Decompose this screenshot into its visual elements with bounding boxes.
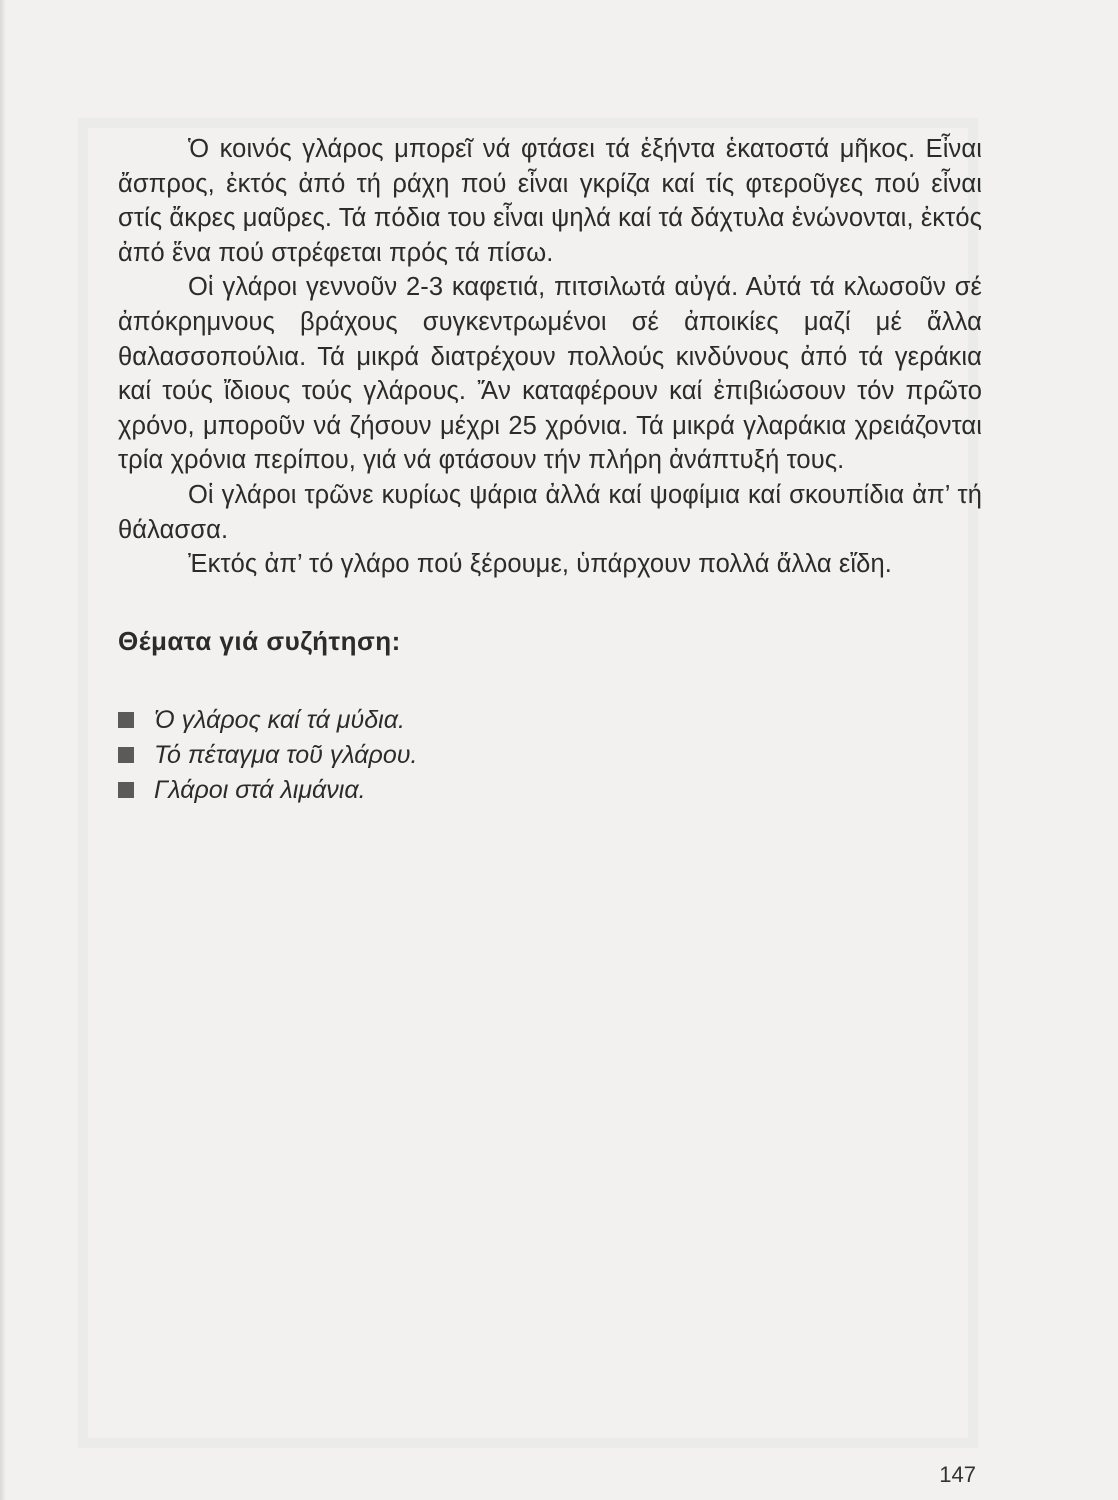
page-spine-shadow bbox=[0, 0, 6, 1500]
paragraph-breeding: Οἱ γλάροι γεννοῦν 2-3 καφετιά, πιτσιλωτά αὐγά. Αὐτά τά κλωσοῦν σέ ἀπόκρημνους βράχους συγκεντρωμένοι σέ ἀποικίες μαζί μέ ἄλλα θαλασσοπούλια. Τά μικρά διατρέχουν πολλούς κινδύνους ἀπό τά γεράκια καί τούς ἴδιους τούς γλάρους. Ἄν καταφέρουν καί ἐπιβιώσουν τόν πρῶτο χρόνο, μποροῦν νά ζήσουν μέχρι 25 χρόνια. Τά μικρά γλαράκια χρειάζονται τρία χρόνια περίπου, γιά νά φτάσουν τήν πλήρη ἀνάπτυξή τους. bbox=[118, 273, 982, 475]
square-bullet-icon bbox=[118, 782, 134, 798]
paragraph-diet: Οἱ γλάροι τρῶνε κυρίως ψάρια ἀλλά καί ψοφίμια καί σκουπίδια ἀπ’ τή θάλασσα. bbox=[118, 480, 982, 544]
square-bullet-icon bbox=[118, 712, 134, 728]
article-body bbox=[118, 132, 982, 808]
paragraph-species: Ἐκτός ἀπ’ τό γλάρο πού ξέρουμε, ὑπάρχουν πολλά ἄλλα εἴδη. bbox=[188, 550, 892, 579]
discussion-topics-heading: Θέματα γιά συζήτηση: bbox=[118, 625, 401, 656]
paragraph-description: Ὁ κοινός γλάρος μπορεῖ νά φτάσει τά ἑξήντα ἑκατοστά μῆκος. Εἶναι ἄσπρος, ἐκτός ἀπό τή ράχη πού εἶναι γκρίζα καί τίς φτεροῦγες πού εἶναι στίς ἄκρες μαῦρες. Τά πόδια του εἶναι ψηλά καί τά δάχτυλα ἑνώνονται, ἐκτός ἀπό ἕνα πού στρέφεται πρός τά πίσω. bbox=[118, 135, 982, 267]
list-item bbox=[118, 703, 982, 738]
list-item bbox=[118, 738, 982, 773]
topic-label: Γλάροι στά λιμάνια. bbox=[154, 775, 366, 804]
topic-label: Ὁ γλάρος καί τά μύδια. bbox=[154, 705, 405, 734]
topic-label: Τό πέταγμα τοῦ γλάρου. bbox=[154, 740, 418, 769]
list-item bbox=[118, 773, 982, 808]
square-bullet-icon bbox=[118, 747, 134, 763]
discussion-topics-list bbox=[118, 703, 982, 808]
page-number: 147 bbox=[939, 1462, 976, 1487]
